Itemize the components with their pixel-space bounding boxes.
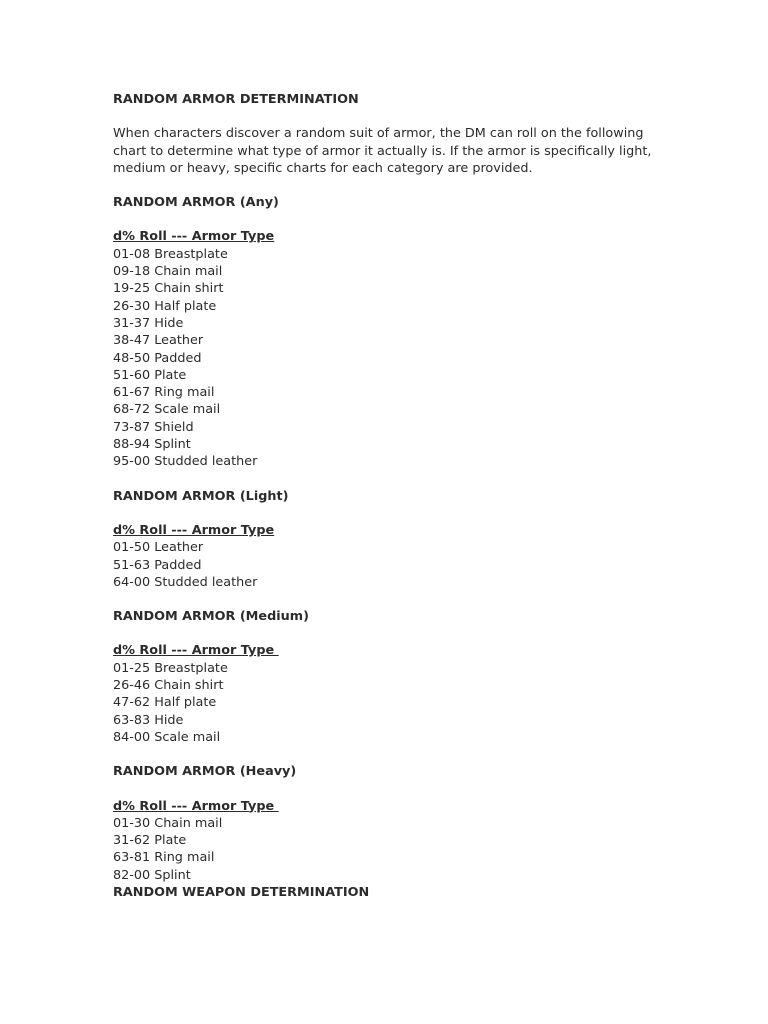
table-row: 51-63 Padded bbox=[113, 557, 202, 573]
section-light bbox=[113, 488, 668, 591]
table-row: 01-50 Leather bbox=[113, 540, 204, 556]
table-row: 63-83 Hide bbox=[113, 712, 184, 728]
next-section-heading: RANDOM WEAPON DETERMINATION bbox=[113, 884, 370, 900]
table-row: 63-81 Ring mail bbox=[113, 850, 215, 866]
table-row: 01-08 Breastplate bbox=[113, 246, 228, 262]
table-row: 51-60 Plate bbox=[113, 367, 187, 383]
roll-table bbox=[113, 660, 668, 746]
table-row: 38-47 Leather bbox=[113, 333, 204, 349]
table-header: d% Roll --- Armor Type bbox=[113, 522, 275, 538]
table-row: 82-00 Splint bbox=[113, 867, 191, 883]
document-title: RANDOM ARMOR DETERMINATION bbox=[113, 92, 359, 107]
table-row: 01-25 Breastplate bbox=[113, 660, 228, 676]
table-row: 09-18 Chain mail bbox=[113, 264, 223, 280]
section-heading: RANDOM ARMOR (Medium) bbox=[113, 609, 309, 625]
section-medium bbox=[113, 608, 668, 746]
roll-table bbox=[113, 246, 668, 471]
table-row: 73-87 Shield bbox=[113, 419, 194, 435]
table-header: d% Roll --- Armor Type bbox=[113, 229, 275, 245]
table-row: 31-37 Hide bbox=[113, 315, 184, 331]
roll-table bbox=[113, 539, 668, 591]
section-any bbox=[113, 194, 668, 470]
table-row: 88-94 Splint bbox=[113, 437, 191, 453]
table-header: d% Roll --- Armor Type bbox=[113, 798, 279, 814]
section-heavy bbox=[113, 763, 668, 884]
table-row: 01-30 Chain mail bbox=[113, 815, 223, 831]
table-row: 26-30 Half plate bbox=[113, 298, 217, 314]
section-heading: RANDOM ARMOR (Heavy) bbox=[113, 764, 297, 780]
section-heading: RANDOM ARMOR (Any) bbox=[113, 195, 279, 211]
table-row: 26-46 Chain shirt bbox=[113, 678, 224, 694]
table-row: 48-50 Padded bbox=[113, 350, 202, 366]
table-row: 64-00 Studded leather bbox=[113, 574, 258, 590]
table-row: 47-62 Half plate bbox=[113, 695, 217, 711]
table-row: 31-62 Plate bbox=[113, 833, 187, 849]
roll-table bbox=[113, 815, 668, 884]
intro-paragraph: When characters discover a random suit of armor, the DM can roll on the following chart to determine what type of armor it actually is. If the armor is specifically light, medium or heavy, specific charts for each category are provided. bbox=[113, 126, 652, 176]
table-header: d% Roll --- Armor Type bbox=[113, 643, 279, 659]
table-row: 19-25 Chain shirt bbox=[113, 281, 224, 297]
table-row: 61-67 Ring mail bbox=[113, 385, 215, 401]
table-row: 95-00 Studded leather bbox=[113, 454, 258, 470]
section-heading: RANDOM ARMOR (Light) bbox=[113, 488, 289, 504]
table-row: 68-72 Scale mail bbox=[113, 402, 221, 418]
table-row: 84-00 Scale mail bbox=[113, 729, 221, 745]
